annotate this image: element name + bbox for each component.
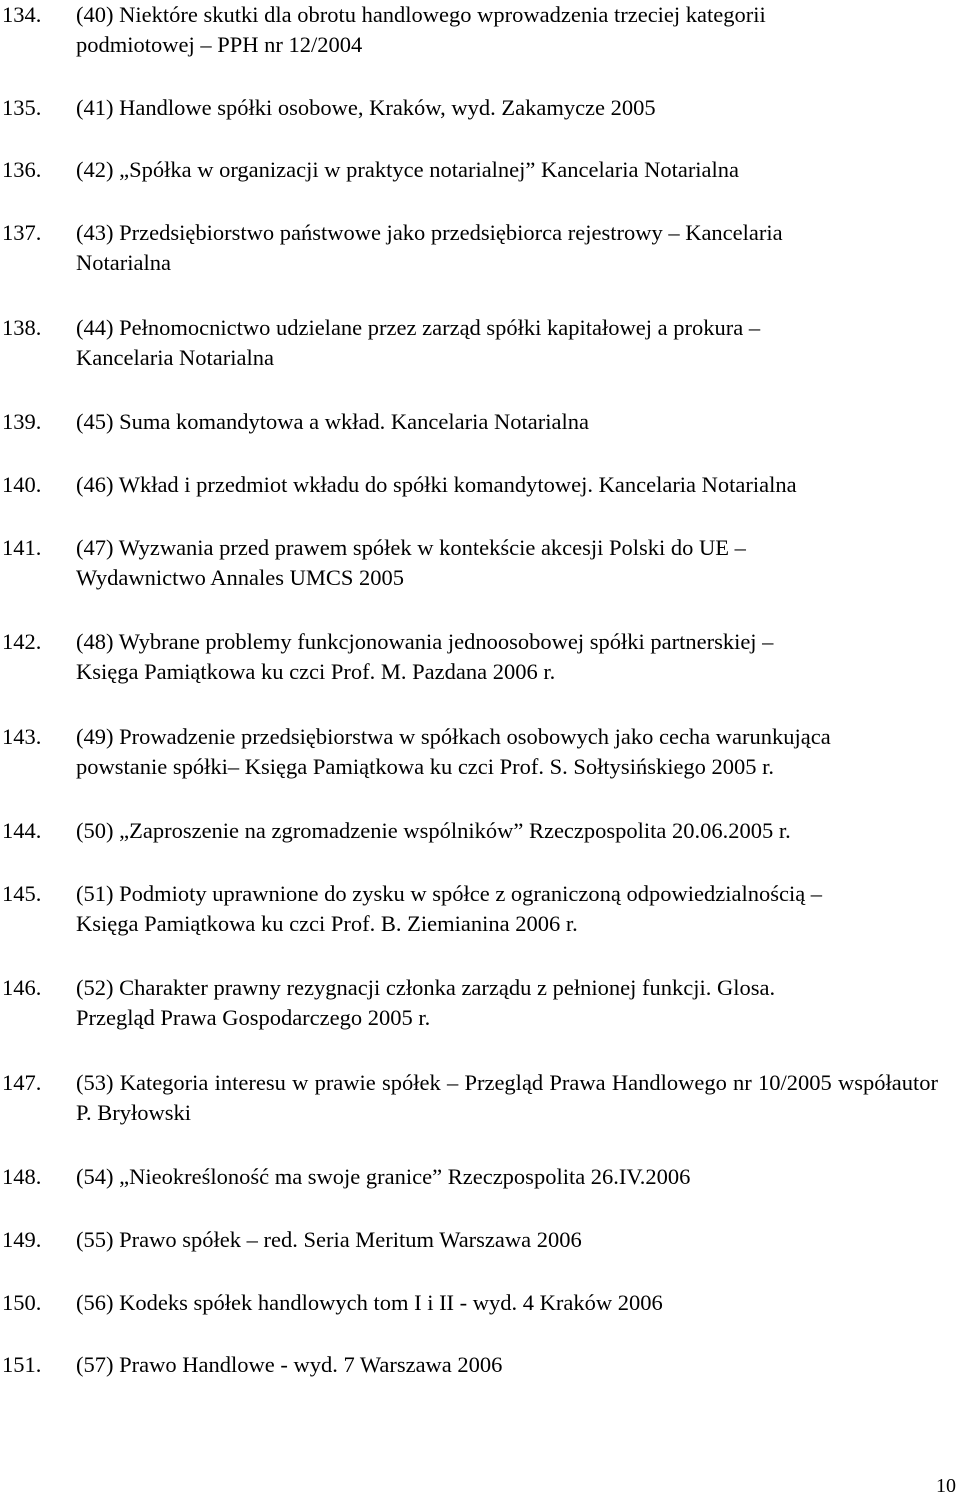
entry-number: 151. bbox=[2, 1352, 42, 1377]
entry-number: 141. bbox=[2, 535, 42, 560]
entry-number: 147. bbox=[2, 1070, 42, 1095]
entry-text: (49) Prowadzenie przedsiębiorstwa w spółkach osobowych jako cecha warunkująca powstanie spółki– Księga Pamiątkowa ku czci Prof. S. Sołtysińskiego 2005 r. bbox=[76, 724, 831, 779]
entry-text: (40) Niektóre skutki dla obrotu handlowego wprowadzenia trzeciej kategorii podmiotowej – PPH nr 12/2004 bbox=[76, 2, 766, 57]
entry-number: 143. bbox=[2, 724, 42, 749]
entry-number: 150. bbox=[2, 1290, 42, 1315]
entry-text: (44) Pełnomocnictwo udzielane przez zarząd spółki kapitałowej a prokura – Kancelaria Notarialna bbox=[76, 315, 761, 370]
entry-text: (52) Charakter prawny rezygnacji członka zarządu z pełnionej funkcji. Glosa. Przegląd Prawa Gospodarczego 2005 r. bbox=[76, 975, 776, 1030]
entry-number: 140. bbox=[2, 472, 42, 497]
entry-text: (46) Wkład i przedmiot wkładu do spółki komandytowej. Kancelaria Notarialna bbox=[76, 472, 797, 497]
entry-text: (47) Wyzwania przed prawem spółek w kontekście akcesji Polski do UE – Wydawnictwo Annales UMCS 2005 bbox=[76, 535, 746, 590]
entry-number: 134. bbox=[2, 2, 42, 27]
page-number: 10 bbox=[936, 1475, 956, 1497]
entry-text: (41) Handlowe spółki osobowe, Kraków, wyd. Zakamycze 2005 bbox=[76, 95, 656, 120]
entry-text: (42) „Spółka w organizacji w praktyce notarialnej” Kancelaria Notarialna bbox=[76, 157, 740, 182]
entry-number: 146. bbox=[2, 975, 42, 1000]
entry-number: 148. bbox=[2, 1164, 42, 1189]
entry-text: (57) Prawo Handlowe - wyd. 7 Warszawa 2006 bbox=[76, 1352, 503, 1377]
entry-text: (51) Podmioty uprawnione do zysku w spółce z ograniczoną odpowiedzialnością – Księga Pamiątkowa ku czci Prof. B. Ziemianina 2006 r. bbox=[76, 881, 823, 936]
entry-number: 135. bbox=[2, 95, 42, 120]
entry-text: (43) Przedsiębiorstwo państwowe jako przedsiębiorca rejestrowy – Kancelaria Notarialna bbox=[76, 220, 783, 275]
entry-text: (45) Suma komandytowa a wkład. Kancelaria Notarialna bbox=[76, 409, 589, 434]
entry-number: 142. bbox=[2, 629, 42, 654]
entry-text: (48) Wybrane problemy funkcjonowania jednoosobowej spółki partnerskiej – Księga Pamiątkowa ku czci Prof. M. Pazdana 2006 r. bbox=[76, 629, 774, 684]
entry-number: 137. bbox=[2, 220, 42, 245]
entry-number: 149. bbox=[2, 1227, 42, 1252]
entry-text: (54) „Nieokreśloność ma swoje granice” Rzeczpospolita 26.IV.2006 bbox=[76, 1164, 691, 1189]
entry-number: 145. bbox=[2, 881, 42, 906]
entry-number: 138. bbox=[2, 315, 42, 340]
entry-text: (53) Kategoria interesu w prawie spółek – Przegląd Prawa Handlowego nr 10/2005 współautor P. Bryłowski bbox=[76, 1070, 938, 1125]
entry-number: 139. bbox=[2, 409, 42, 434]
entry-text: (55) Prawo spółek – red. Seria Meritum Warszawa 2006 bbox=[76, 1227, 582, 1252]
entry-text: (56) Kodeks spółek handlowych tom I i II - wyd. 4 Kraków 2006 bbox=[76, 1290, 663, 1315]
entry-number: 144. bbox=[2, 818, 42, 843]
entry-text: (50) „Zaproszenie na zgromadzenie wspólników” Rzeczpospolita 20.06.2005 r. bbox=[76, 818, 791, 843]
entry-number: 136. bbox=[2, 157, 42, 182]
